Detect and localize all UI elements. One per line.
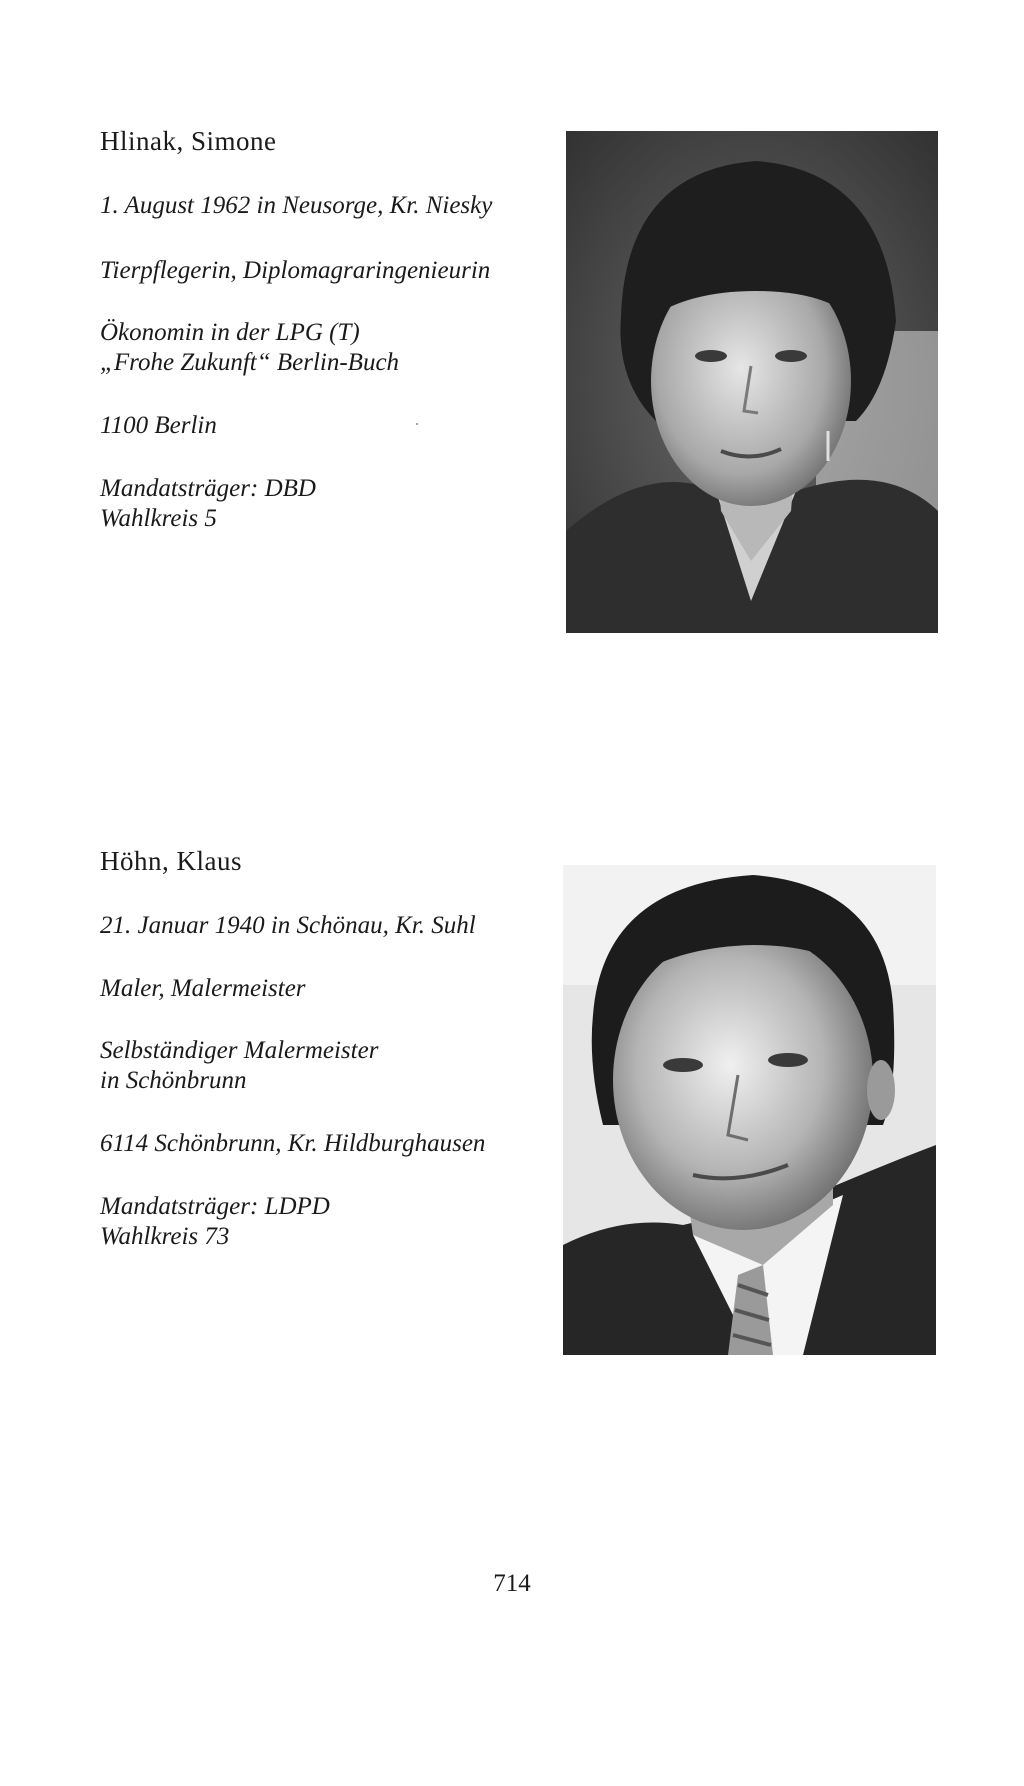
profession: Maler, Malermeister [100, 975, 306, 1002]
portrait-photo [563, 865, 936, 1355]
person-name: Hlinak, Simone [100, 126, 277, 156]
page-number: 714 [493, 1570, 531, 1597]
mandate: Mandatsträger: DBD [100, 475, 316, 502]
position-line-1: Selbständiger Malermeister [100, 1037, 379, 1064]
portrait-photo [566, 131, 938, 633]
residence: 1100 Berlin [100, 412, 217, 439]
birth-info: 1. August 1962 in Neusorge, Kr. Niesky [100, 192, 493, 219]
electoral-district: Wahlkreis 5 [100, 505, 217, 532]
position-line-2: „Frohe Zukunft“ Berlin-Buch [100, 349, 400, 376]
stray-mark [416, 423, 418, 425]
profession: Tierpflegerin, Diplomagraringenieurin [100, 257, 491, 284]
position-line-1: Ökonomin in der LPG (T) [100, 319, 360, 346]
position-line-2: in Schönbrunn [100, 1067, 247, 1094]
mandate: Mandatsträger: LDPD [100, 1193, 330, 1220]
residence: 6114 Schönbrunn, Kr. Hildburghausen [100, 1130, 486, 1157]
birth-info: 21. Januar 1940 in Schönau, Kr. Suhl [100, 912, 476, 939]
person-name: Höhn, Klaus [100, 846, 242, 876]
electoral-district: Wahlkreis 73 [100, 1223, 230, 1250]
